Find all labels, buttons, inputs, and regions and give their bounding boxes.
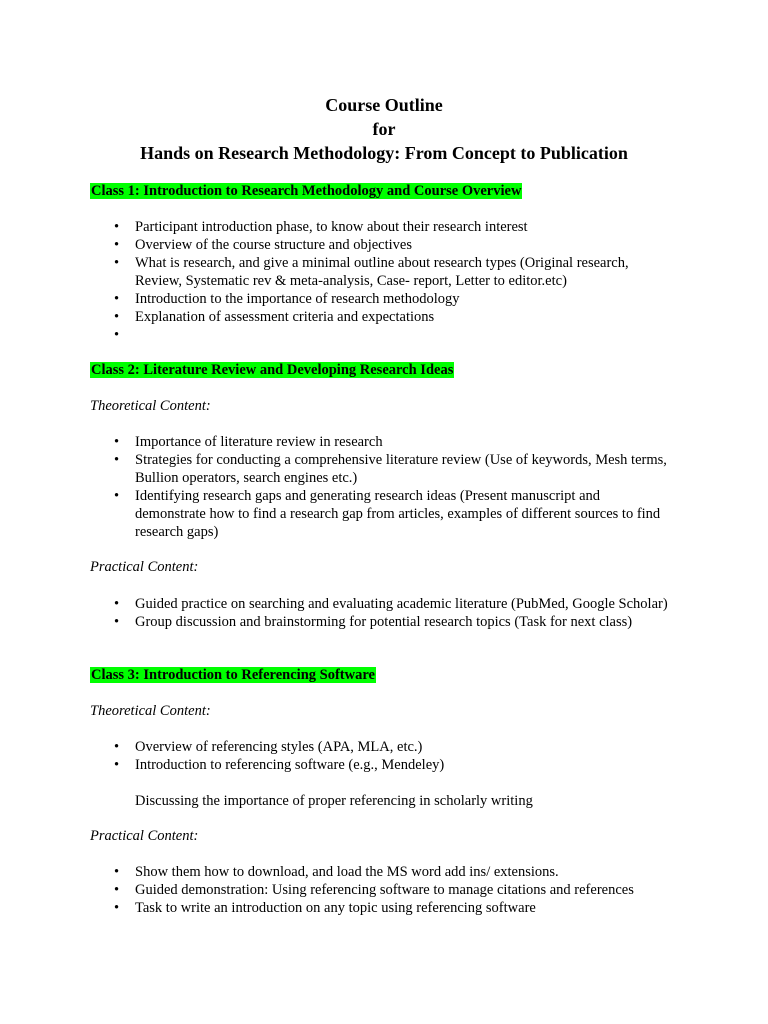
- list-item: • Guided demonstration: Using referencing software to manage citations and references: [112, 881, 672, 899]
- document-title-line-2: for: [372, 119, 396, 139]
- class-3-practical-label: Practical Content:: [90, 828, 199, 844]
- list-item-empty: [112, 326, 672, 344]
- class-3-theoretical-list: [112, 738, 672, 774]
- list-item: • Identifying research gaps and generating research ideas (Present manuscript and demonstrate how to find a research gap from articles, examples of different sources to find research gaps): [112, 487, 672, 541]
- class-1-heading-text: Class 1: Introduction to Research Methodology and Course Overview: [91, 183, 522, 199]
- document-title-line-1: Course Outline: [325, 95, 443, 115]
- list-item: • Importance of literature review in research: [112, 433, 672, 451]
- class-3-theoretical-note: Discussing the importance of proper referencing in scholarly writing: [135, 793, 533, 809]
- class-1-heading: [90, 182, 522, 200]
- list-item: • Participant introduction phase, to know about their research interest: [112, 218, 672, 236]
- class-3-theoretical-label: Theoretical Content:: [90, 703, 211, 719]
- class-3-heading: [90, 666, 376, 684]
- class-2-practical-list: [112, 595, 672, 631]
- class-2-theoretical-list: [112, 433, 672, 541]
- list-item: • Explanation of assessment criteria and expectations: [112, 308, 672, 326]
- list-item: • Guided practice on searching and evaluating academic literature (PubMed, Google Scholar): [112, 595, 672, 613]
- list-item: • What is research, and give a minimal outline about research types (Original research, Review, Systematic rev & meta-analysis, Case- report, Letter to editor.etc): [112, 254, 672, 290]
- class-2-theoretical-label: Theoretical Content:: [90, 398, 211, 414]
- class-3-practical-list: [112, 863, 672, 917]
- class-2-heading-text: Class 2: Literature Review and Developing Research Ideas: [91, 362, 454, 378]
- list-item: • Strategies for conducting a comprehensive literature review (Use of keywords, Mesh terms, Bullion operators, search engines etc.): [112, 451, 672, 487]
- list-item: • Introduction to referencing software (e.g., Mendeley): [112, 756, 672, 774]
- list-item: • Overview of referencing styles (APA, MLA, etc.): [112, 738, 672, 756]
- list-item: • Show them how to download, and load the MS word add ins/ extensions.: [112, 863, 672, 881]
- class-1-bullet-list: [112, 218, 672, 344]
- class-2-practical-label: Practical Content:: [90, 559, 199, 575]
- list-item: • Overview of the course structure and objectives: [112, 236, 672, 254]
- list-item: • Introduction to the importance of research methodology: [112, 290, 672, 308]
- list-item: • Task to write an introduction on any topic using referencing software: [112, 899, 672, 917]
- list-item: • Group discussion and brainstorming for potential research topics (Task for next class): [112, 613, 672, 631]
- class-2-heading: [90, 361, 454, 379]
- class-3-heading-text: Class 3: Introduction to Referencing Software: [91, 667, 375, 683]
- document-title-line-3: Hands on Research Methodology: From Concept to Publication: [140, 143, 628, 163]
